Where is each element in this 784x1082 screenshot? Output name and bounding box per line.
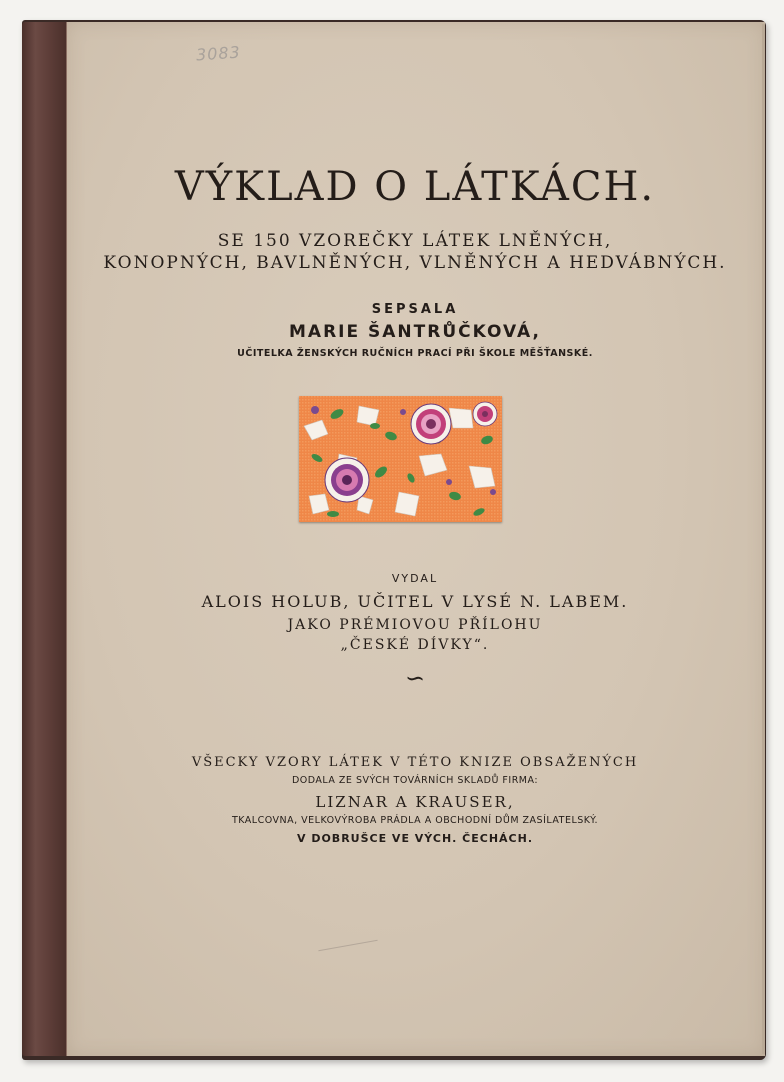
company-name: LIZNAR A KRAUSER, [315,793,515,811]
book-title: VÝKLAD O LÁTKÁCH. [174,164,656,210]
fabric-pattern-graphic [299,396,502,522]
vydal-label: VYDAL [391,572,439,585]
pencil-note: 3083 [195,42,242,65]
author-name: MARIE ŠANTRŮČKOVÁ, [289,322,541,342]
fabric-swatch [299,396,502,522]
company-location: V DOBRUŠCE VE VÝCH. ČECHÁCH. [296,832,534,845]
book-subtitle [66,230,764,274]
publisher-line: ALOIS HOLUB, UČITEL V LYSÉ N. LABEM. [201,592,629,611]
samples-note: VŠECKY VZORY LÁTEK V TÉTO KNIZE OBSAŽENÝCH [191,755,639,770]
book-spine [22,22,66,1056]
ornament-icon: ∽ [404,664,426,692]
author-description: UČITELKA ŽENSKÝCH RUČNÍCH PRACÍ PŘI ŠKOLE MĚŠŤANSKÉ. [237,348,593,359]
premium-supplement-line: JAKO PRÉMIOVOU PŘÍLOHU [287,617,543,633]
subtitle-line-1: SE 150 VZOREČKY LÁTEK LNĚNÝCH, [217,231,613,251]
company-description: TKALCOVNA, VELKOVÝROBA PRÁDLA A OBCHODNÍ DŮM ZASÍLATELSKÝ. [231,815,599,826]
magazine-name: „ČESKÉ DÍVKY“. [340,637,490,653]
supplied-by-line: DODALA ZE SVÝCH TOVÁRNÍCH SKLADŮ FIRMA: [291,775,539,786]
subtitle-line-2: KONOPNÝCH, BAVLNĚNÝCH, VLNĚNÝCH A HEDVÁBNÝCH. [103,253,727,273]
sepsala-label: SEPSALA [371,302,459,317]
